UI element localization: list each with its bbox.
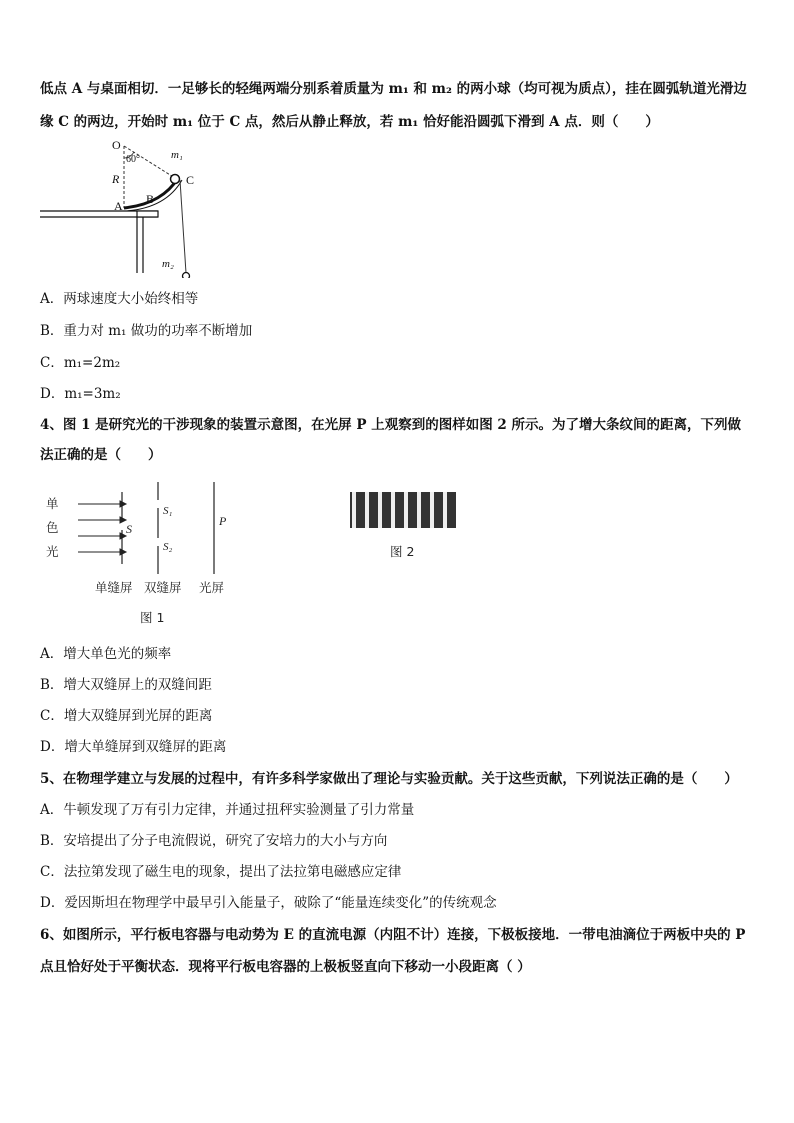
q5-option-d: D．爱因斯坦在物理学中最早引入能量子，破除了“能量连续变化”的传统观念	[40, 895, 497, 911]
fringe-pattern	[350, 492, 456, 528]
q5-option-b: B．安培提出了分子电流假说，研究了安培力的大小与方向	[40, 833, 388, 849]
label-B: B	[146, 192, 155, 206]
q3-option-c: C．m₁=2m₂	[40, 355, 121, 371]
q4-stem-line1: 4、图 1 是研究光的干涉现象的装置示意图，在光屏 P 上观察到的图样如图 2 所示。为了增大条纹间的距离，下列做	[40, 417, 742, 433]
q5-option-c: C．法拉第发现了磁生电的现象，提出了法拉第电磁感应定律	[40, 864, 402, 880]
q3-stem-line1: 低点 A 与桌面相切．一足够长的轻绳两端分别系着质量为 m₁ 和 m₂ 的两小球（均可视为质点），挂在圆弧轨道光滑边	[40, 81, 747, 97]
light-char-3: 光	[46, 544, 59, 559]
light-char-1: 单	[46, 496, 59, 511]
figure-2-caption: 图 2	[390, 544, 415, 559]
q5-stem: 5、在物理学建立与发展的过程中，有许多科学家做出了理论与实验贡献。关于这些贡献，下列说法正确的是（ ）	[40, 771, 738, 787]
label-S: S	[126, 522, 132, 536]
label-O: O	[112, 138, 121, 152]
q5-option-a: A．牛顿发现了万有引力定律，并通过扭秤实验测量了引力常量	[40, 802, 415, 818]
screen-label-double-slit: 双缝屏	[144, 580, 182, 595]
q4-option-b: B．增大双缝屏上的双缝间距	[40, 677, 212, 693]
q4-option-d: D．增大单缝屏到双缝屏的距离	[40, 739, 227, 755]
q3-arc-track-figure	[40, 138, 210, 278]
q3-option-b: B．重力对 m₁ 做功的功率不断增加	[40, 323, 253, 339]
label-m2: m₂	[162, 258, 174, 270]
q6-stem-line1: 6、如图所示，平行板电容器与电动势为 E 的直流电源（内阻不计）连接，下极板接地．一带电油滴位于两板中央的 P	[40, 927, 746, 943]
q3-option-d: D．m₁=3m₂	[40, 386, 121, 402]
label-m1: m₁	[171, 149, 183, 161]
light-char-2: 色	[46, 520, 59, 535]
label-P: P	[219, 514, 227, 528]
label-S1: S₁	[163, 505, 173, 517]
screen-label-single-slit: 单缝屏	[95, 580, 133, 595]
q3-stem-line2: 缘 C 的两边，开始时 m₁ 位于 C 点，然后从静止释放，若 m₁ 恰好能沿圆弧下滑到 A 点．则（ ）	[40, 114, 659, 130]
label-A: A	[114, 199, 123, 213]
q4-figure-2-fringes	[348, 490, 458, 562]
q6-stem-line2: 点且恰好处于平衡状态．现将平行板电容器的上极板竖直向下移动一小段距离（ ）	[40, 959, 531, 975]
q4-option-c: C．增大双缝屏到光屏的距离	[40, 708, 213, 724]
label-angle: 60°	[126, 154, 140, 165]
q4-stem-line2: 法正确的是（ ）	[40, 447, 162, 463]
label-S2: S₂	[163, 541, 173, 553]
q4-option-a: A．增大单色光的频率	[40, 646, 172, 662]
label-C: C	[186, 173, 195, 187]
label-R: R	[112, 172, 120, 186]
figure-1-caption: 图 1	[140, 610, 165, 625]
q4-figure-1-double-slit	[40, 478, 240, 628]
screen-label-light-screen: 光屏	[199, 580, 225, 595]
q3-option-a: A．两球速度大小始终相等	[40, 291, 199, 307]
